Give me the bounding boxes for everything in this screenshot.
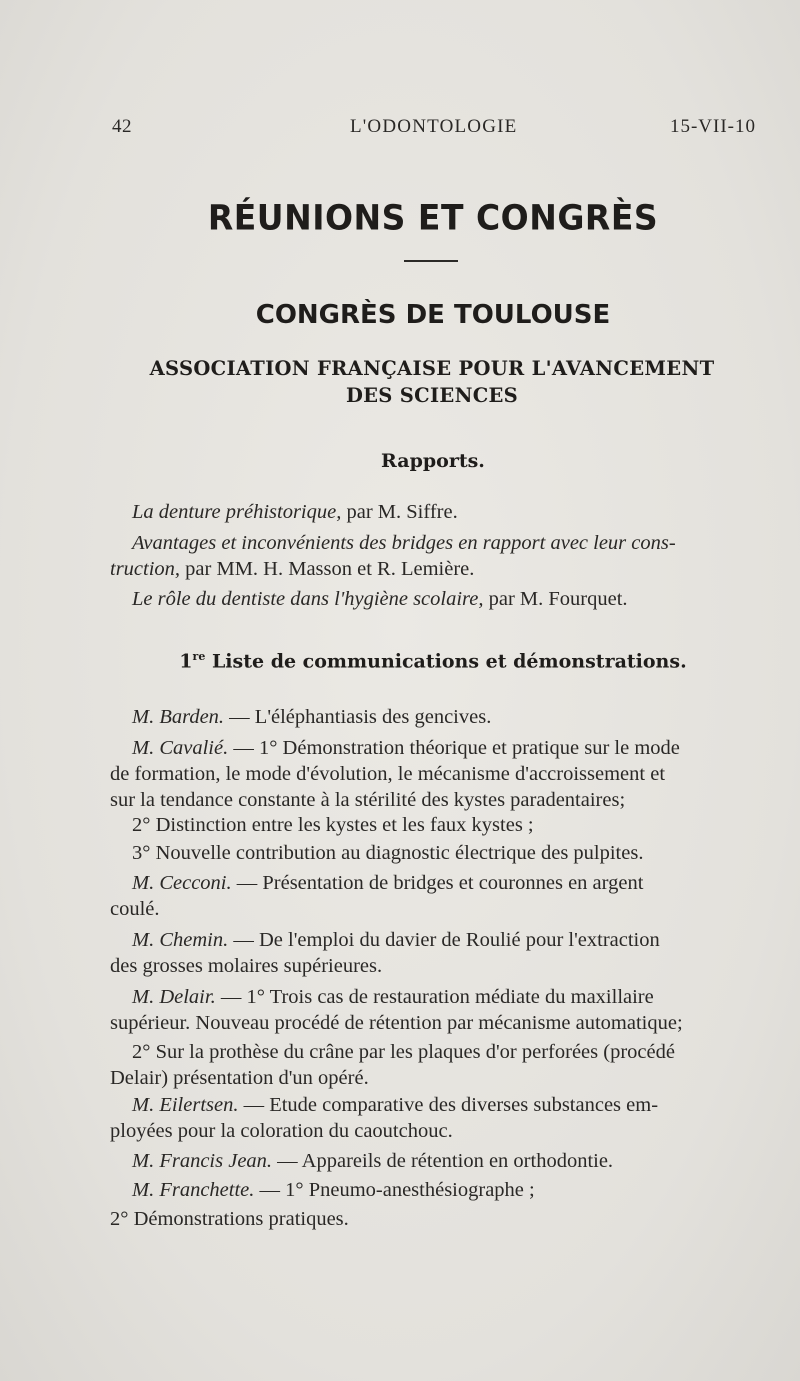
rapport-item <box>110 500 754 524</box>
communication-entry <box>110 927 754 979</box>
rapport-item <box>110 587 754 611</box>
entry-text-line: — De l'emploi du davier de Roulié pour l'extraction <box>228 929 660 951</box>
liste-heading: 1re Liste de communications et démonstrations. <box>179 650 687 673</box>
rapport-title: La denture préhistorique, <box>132 501 342 523</box>
page-number: 42 <box>112 116 132 137</box>
entry-author: M. Cecconi. <box>132 872 232 894</box>
communication-entry <box>110 704 754 730</box>
entry-text-line: — Appareils de rétention en orthodontie. <box>272 1150 614 1172</box>
rapport-author: par MM. H. Masson et R. Lemière. <box>180 558 475 580</box>
entry-author: M. Eilertsen. <box>132 1094 239 1116</box>
entry-text-line: — 1° Trois cas de restauration médiate du maxillaire <box>215 986 654 1008</box>
rapport-author: par M. Siffre. <box>341 501 458 523</box>
communication-entry <box>110 1039 754 1091</box>
section-title: CONGRÈS DE TOULOUSE <box>255 300 611 330</box>
page-title: RÉUNIONS ET CONGRÈS <box>207 197 659 238</box>
communication-entry <box>110 1148 754 1174</box>
communication-entry <box>110 870 754 922</box>
communication-entry <box>110 812 754 838</box>
entry-text-line: des grosses molaires supérieures. <box>110 955 383 977</box>
entry-text-line: 2° Sur la prothèse du crâne par les plaques d'or perforées (procédé <box>132 1041 675 1063</box>
entry-text-line: ployées pour la coloration du caoutchouc. <box>110 1120 453 1142</box>
entry-author: M. Chemin. <box>132 929 229 951</box>
entry-text-line: supérieur. Nouveau procédé de rétention par mécanisme automatique; <box>110 1012 683 1034</box>
title-rule <box>404 260 458 262</box>
entry-text-line: Delair) présentation d'un opéré. <box>110 1067 369 1089</box>
association-line-2: DES SCIENCES <box>345 384 519 407</box>
entry-text-line: de formation, le mode d'évolution, le mécanisme d'accroissement et <box>110 763 666 785</box>
entry-text-line: — 1° Pneumo-anesthésiographe ; <box>254 1179 535 1201</box>
entry-author: M. Barden. <box>132 706 225 728</box>
running-header <box>112 116 756 142</box>
entry-text-line: — Présentation de bridges et couronnes en argent <box>231 872 644 894</box>
entry-text-line: — 1° Démonstration théorique et pratique sur le mode <box>228 737 680 759</box>
communication-entry <box>110 984 754 1036</box>
entry-text-line: sur la tendance constante à la stérilité des kystes paradentaires; <box>110 789 626 811</box>
entry-text-line: — Etude comparative des diverses substances em- <box>238 1094 659 1116</box>
communication-entry <box>110 1092 754 1144</box>
entry-text-line: — L'éléphantiasis des gencives. <box>224 706 492 728</box>
communication-entry <box>110 735 754 813</box>
rapport-author: par M. Fourquet. <box>483 588 628 610</box>
entry-text-line: 3° Nouvelle contribution au diagnostic électrique des pulpites. <box>132 842 644 864</box>
rapport-item <box>110 530 754 582</box>
rapport-title-cont: truction, <box>110 558 181 580</box>
rapport-title: Avantages et inconvénients des bridges en rapport avec leur cons- <box>132 532 676 554</box>
entry-author: M. Franchette. <box>132 1179 255 1201</box>
entry-text-line: coulé. <box>110 898 160 920</box>
rapport-title: Le rôle du dentiste dans l'hygiène scolaire, <box>132 588 484 610</box>
entry-text-line: 2° Distinction entre les kystes et les faux kystes ; <box>132 814 534 836</box>
entry-text-line: 2° Démonstrations pratiques. <box>110 1208 349 1230</box>
entry-author: M. Cavalié. <box>132 737 229 759</box>
entry-author: M. Delair. <box>132 986 216 1008</box>
communication-entry <box>110 1206 754 1232</box>
issue-date: 15-VII-10 <box>669 116 756 137</box>
entry-author: M. Francis Jean. <box>132 1150 273 1172</box>
journal-name: L'ODONTOLOGIE <box>350 116 518 137</box>
communication-entry <box>110 1177 754 1203</box>
association-heading <box>110 355 754 409</box>
communication-entry <box>110 840 754 866</box>
association-line-1: ASSOCIATION FRANÇAISE POUR L'AVANCEMENT <box>149 357 715 380</box>
rapports-heading: Rapports. <box>381 450 485 472</box>
